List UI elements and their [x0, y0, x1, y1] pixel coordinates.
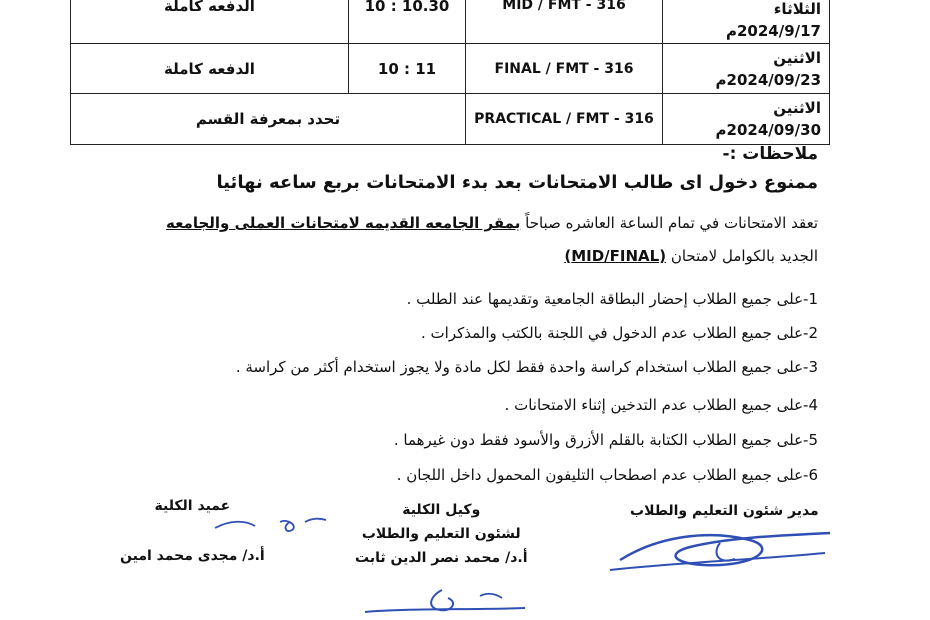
- vice-dean-signature-block: [355, 498, 528, 570]
- day-label: الثلاثاء: [773, 0, 821, 18]
- dean-title: عميد الكلية: [154, 498, 231, 514]
- vice-dean-title-sub: لشئون التعليم والطلاب: [361, 526, 521, 542]
- rule-item: 2-على جميع الطلاب عدم الدخول في اللجنة بالكتب والمذكرات .: [421, 324, 818, 342]
- vice-dean-name: أ.د/ محمد نصر الدين ثابت: [355, 550, 528, 566]
- vice-dean-title: وكيل الكلية: [402, 502, 481, 518]
- manager-handwritten-signature: [600, 515, 840, 585]
- time-cell: 10 : 10.30: [349, 0, 466, 44]
- rule-item: 1-على جميع الطلاب إحضار البطاقة الجامعية وتقديمها عند الطلب .: [406, 290, 818, 308]
- exam-type-underlined: (MID/FINAL): [564, 247, 667, 265]
- date-label: 2024/09/23م: [715, 70, 821, 89]
- exam-location-line-1: [166, 214, 818, 232]
- late-entry-warning: ممنوع دخول اى طالب الامتحانات بعد بدء الامتحانات بربع ساعه نهائيا: [216, 172, 818, 193]
- dean-handwritten-signature: [210, 510, 330, 540]
- date-cell: [663, 0, 830, 44]
- time-cell: 10 : 11: [349, 44, 466, 94]
- group-cell: الدفعه كاملة: [71, 0, 349, 44]
- rule-item: 6-على جميع الطلاب عدم اصطحاب التليفون المحمول داخل اللجان .: [396, 466, 818, 484]
- date-cell: [663, 44, 830, 94]
- exam-location-text: الجديد بالكوامل لامتحان: [666, 247, 818, 265]
- exam-location-text: تعقد الامتحانات في تمام الساعة العاشره صباحاً: [520, 214, 818, 232]
- day-label: الاثنين: [773, 99, 821, 117]
- rule-item: 3-على جميع الطلاب استخدام كراسة واحدة فقط لكل مادة ولا يجوز استخدام أكثر من كراسة .: [235, 358, 818, 376]
- date-label: 2024/9/17م: [725, 22, 821, 40]
- notes-title: ملاحظات :-: [722, 144, 818, 164]
- course-cell: FINAL / FMT - 316: [466, 44, 663, 94]
- day-label: الاثنين: [773, 48, 821, 67]
- rule-item: 5-على جميع الطلاب الكتابة بالقلم الأزرق والأسود فقط دون غيرهما .: [393, 431, 818, 449]
- course-cell: MID / FMT - 316: [466, 0, 663, 44]
- vice-dean-handwritten-signature: [360, 580, 530, 618]
- exam-schedule-table: [70, 0, 830, 145]
- table-row: [71, 44, 830, 94]
- table-row: [71, 94, 830, 145]
- exam-location-underlined: بمقر الجامعه القديمه لامتحانات العملى والجامعه: [165, 214, 521, 232]
- dean-name: أ.د/ مجدى محمد امين: [120, 548, 265, 564]
- table-row: [71, 0, 830, 44]
- date-cell: [663, 94, 830, 145]
- group-cell: تحدد بمعرفة القسم: [71, 94, 466, 145]
- manager-title: مدير شئون التعليم والطلاب: [630, 503, 819, 519]
- group-cell: الدفعه كاملة: [71, 44, 349, 94]
- date-label: 2024/09/30م: [715, 121, 821, 139]
- rule-item: 4-على جميع الطلاب عدم التدخين إثناء الامتحانات .: [504, 396, 818, 414]
- exam-location-line-2: [564, 247, 818, 265]
- course-cell: PRACTICAL / FMT - 316: [466, 94, 663, 145]
